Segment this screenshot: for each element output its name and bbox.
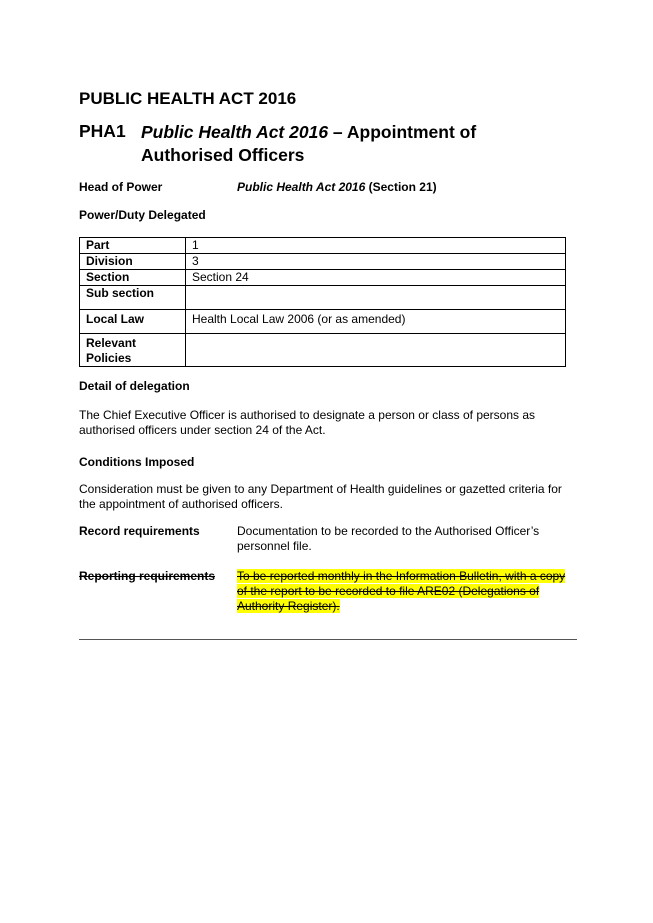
delegation-code: PHA1 [79,121,126,141]
table-row [80,334,566,367]
table-value: Health Local Law 2006 (or as amended) [186,310,566,334]
conditions-label: Conditions Imposed [79,455,195,469]
detail-label: Detail of delegation [79,379,190,393]
head-of-power-act: Public Health Act 2016 [237,180,366,194]
table-value [186,286,566,310]
table-row [80,270,566,286]
table-key: Division [80,254,186,270]
table-key: Local Law [80,310,186,334]
reporting-label: Reporting requirements [79,569,216,583]
document-heading: PUBLIC HEALTH ACT 2016 [79,89,297,108]
record-text: Documentation to be recorded to the Authorised Officer’s personnel file. [237,524,540,553]
head-of-power-label: Head of Power [79,180,163,194]
head-of-power-value [237,180,437,194]
table-row [80,310,566,334]
delegation-table [79,237,566,367]
record-label: Record requirements [79,524,200,538]
table-value [186,334,566,367]
table-key: Sub section [80,286,186,310]
delegation-title [141,121,521,167]
table-key: Relevant Policies [80,334,186,367]
detail-text: The Chief Executive Officer is authorised to designate a person or class of persons as authorised officers under section 24 of the Act. [79,408,536,437]
table-row [80,286,566,310]
title-act-name: Public Health Act 2016 [141,122,329,142]
table-row [80,254,566,270]
reporting-text [237,569,573,614]
power-duty-label: Power/Duty Delegated [79,208,206,222]
table-value: 3 [186,254,566,270]
table-value: Section 24 [186,270,566,286]
table-row [80,238,566,254]
table-key: Section [80,270,186,286]
conditions-text: Consideration must be given to any Department of Health guidelines or gazetted criteria for the appointment of authorised officers. [79,482,562,511]
table-value: 1 [186,238,566,254]
bottom-divider [79,639,577,640]
reporting-highlight: To be reported monthly in the Information Bulletin, with a copy of the report to be recorded to file ARE02 (Delegations of Authority Register). [237,569,566,613]
head-of-power-section: (Section 21) [365,180,437,194]
title-rest: – Appointment of Authorised Officers [141,122,477,165]
table-key: Part [80,238,186,254]
